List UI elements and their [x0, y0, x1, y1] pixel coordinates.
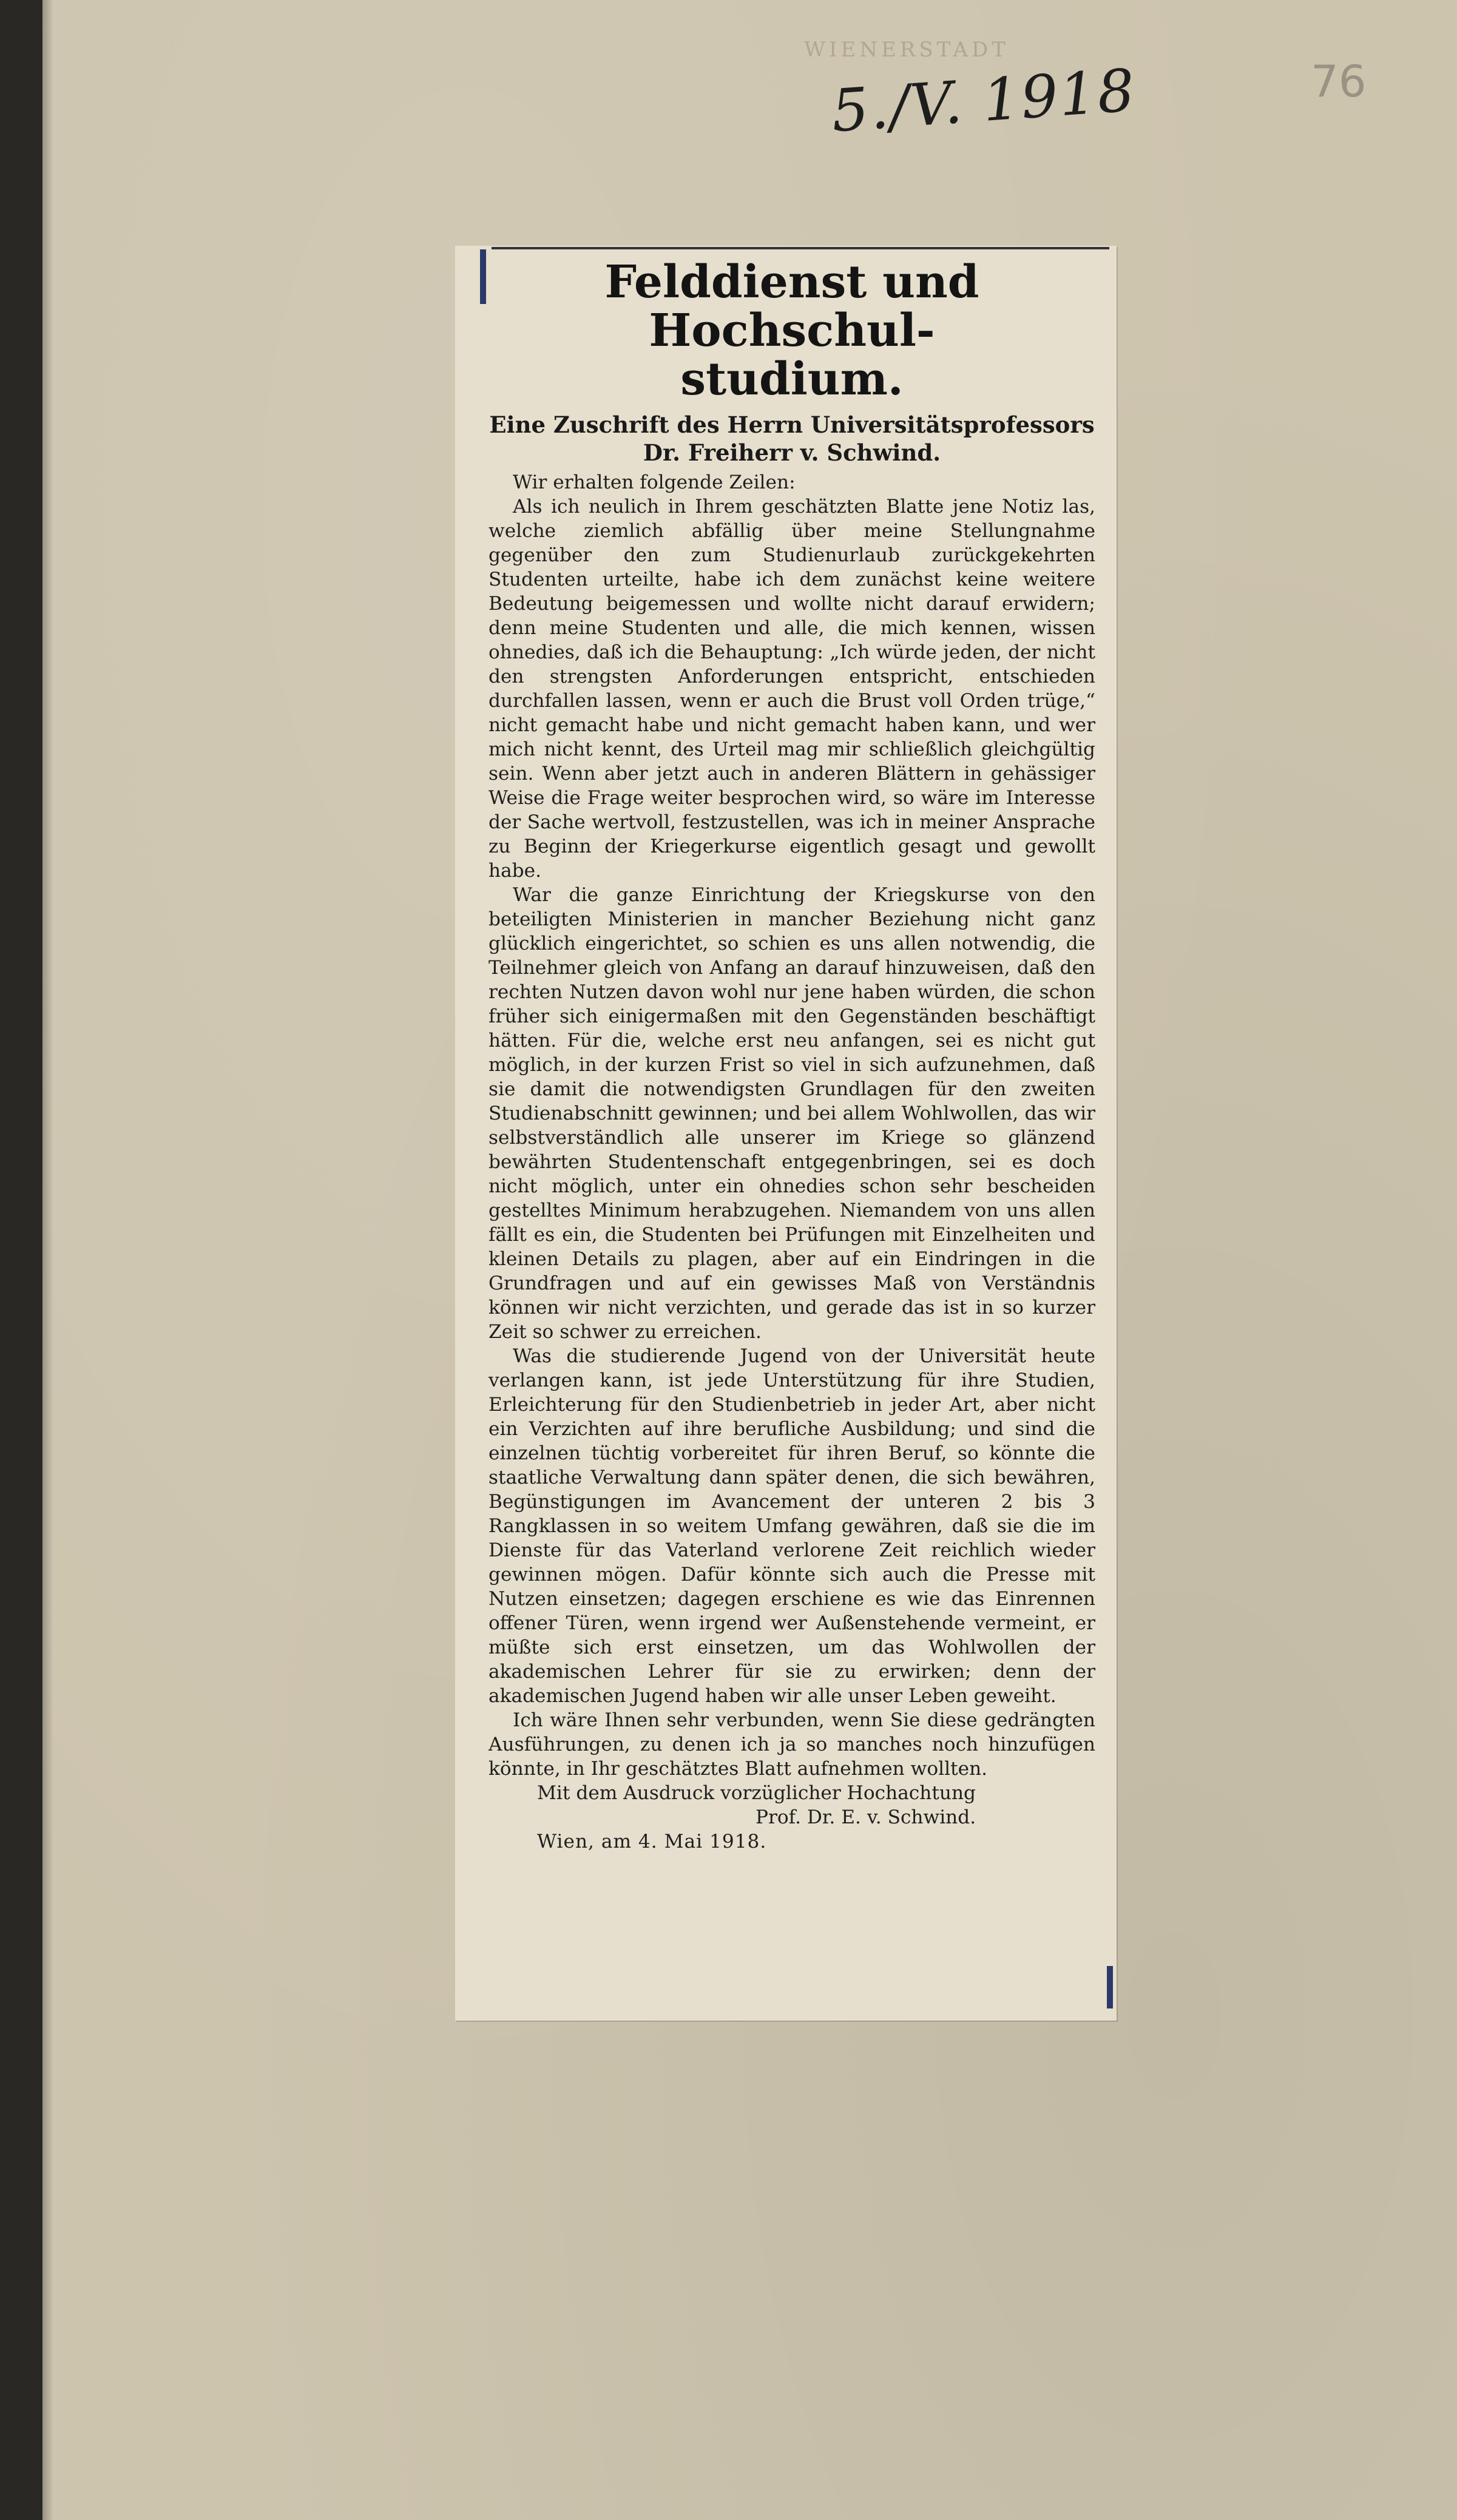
newspaper-clipping	[455, 246, 1117, 2021]
article-paragraph-3: Was die studierende Jugend von der Universität heute verlangen kann, ist jede Unterstützung für ihre Studien, Erleichterung für den Studienbetrieb in jeder Art, aber nicht ein Verzichten auf ihre berufliche Ausbildung; und sind die einzelnen tüchtig vorbereitet für ihren Beruf, so könnte die staatliche Verwaltung dann später denen, die sich bewähren, Begünstigungen im Avancement der unteren 2 bis 3 Rangklassen in so weitem Umfang gewähren, daß sie die im Dienste für das Vaterland verlorene Zeit reichlich wieder gewinnen mögen. Dafür könnte sich auch die Presse mit Nutzen einsetzen; dagegen erschiene es wie das Einrennen offener Türen, wenn irgend wer Außenstehende vermeint, er müßte sich erst einsetzen, um das Wohlwollen der akademischen Lehrer für sie zu erwirken; denn der akademischen Jugend haben wir alle unser Leben geweiht.	[488, 1345, 1095, 1707]
headline-line-2: studium.	[680, 353, 904, 405]
article-headline	[488, 258, 1095, 404]
blue-pencil-mark-right	[1107, 1966, 1113, 2008]
article-paragraph-1: Als ich neulich in Ihrem geschätzten Blatte jene Notiz las, welche ziemlich abfällig über meine Stellungnahme gegenüber den zum Studienurlaub zurückgekehrten Studenten urteilte, habe ich dem zunächst keine weitere Bedeutung beigemessen und wollte nicht darauf erwidern; denn meine Studenten und alle, die mich kennen, wissen ohnedies, daß ich die Behauptung: „Ich würde jeden, der nicht den strengsten Anforderungen entspricht, entschieden durchfallen lassen, wenn er auch die Brust voll Orden trüge,“ nicht gemacht habe und nicht gemacht haben kann, und wer mich nicht kennt, des Urteil mag mir schließlich gleichgültig sein. Wenn aber jetzt auch in anderen Blättern in gehässiger Weise die Frage weiter besprochen wird, so wäre im Interesse der Sache wertvoll, festzustellen, was ich in meiner Ansprache zu Beginn der Kriegerkurse eigentlich gesagt und gewollt habe.	[488, 496, 1095, 882]
headline-line-1: Felddienst und Hochschul-	[604, 256, 979, 357]
article-intro: Wir erhalten folgende Zeilen:	[513, 471, 796, 493]
article-paragraph-2: War die ganze Einrichtung der Kriegskurse von den beteiligten Ministerien in mancher Beziehung nicht ganz glücklich eingerichtet, so schien es uns allen notwendig, die Teilnehmer gleich von Anfang an darauf hinzuweisen, daß den rechten Nutzen davon wohl nur jene haben würden, die schon früher sich einigermaßen mit den Gegenständen beschäftigt hätten. Für die, welche erst neu anfangen, sei es nicht gut möglich, in der kurzen Frist so viel in sich aufzunehmen, daß sie damit die notwendigsten Grundlagen für den zweiten Studienabschnitt gewinnen; und bei allem Wohlwollen, das wir selbstverständlich alle unserer im Kriege so glänzend bewährten Studentenschaft entgegenbringen, sei es doch nicht möglich, unter ein ohnedies schon sehr bescheiden gestelltes Minimum herabzugehen. Niemandem von uns allen fällt es ein, die Studenten bei Prüfungen mit Einzelheiten und kleinen Details zu plagen, aber auf ein Eindringen in die Grundfragen und auf ein gewisses Maß von Verständnis können wir nicht verzichten, und gerade das ist in so kurzer Zeit so schwer zu erreichen.	[488, 884, 1095, 1343]
subheading-line-2: Dr. Freiherr v. Schwind.	[643, 439, 941, 466]
sheet-edge-shadow	[42, 0, 53, 2520]
article	[488, 258, 1095, 1854]
article-body	[488, 470, 1095, 1781]
closing-salutation: Mit dem Ausdruck vorzüglicher Hochachtung	[537, 1782, 976, 1804]
faded-stamp: WIENERSTADT	[804, 38, 1009, 62]
place-date: Wien, am 4. Mai 1918.	[537, 1831, 767, 1853]
signature: Prof. Dr. E. v. Schwind.	[756, 1806, 976, 1828]
blue-pencil-mark-left	[480, 249, 486, 304]
page-number: 76	[1311, 56, 1367, 107]
article-paragraph-4: Ich wäre Ihnen sehr verbunden, wenn Sie diese gedrängten Ausführungen, zu denen ich ja so manches noch hinzufügen könnte, in Ihr geschätztes Blatt aufnehmen wollten.	[488, 1709, 1095, 1780]
article-closing	[488, 1781, 1095, 1854]
article-subheading	[488, 411, 1095, 467]
clipping-top-rule	[492, 247, 1109, 249]
archive-sheet	[42, 0, 1457, 2520]
subheading-line-1: Eine Zuschrift des Herrn Universitätsprofessors	[489, 411, 1095, 438]
handwritten-date: 5./V. 1918	[829, 56, 1138, 146]
